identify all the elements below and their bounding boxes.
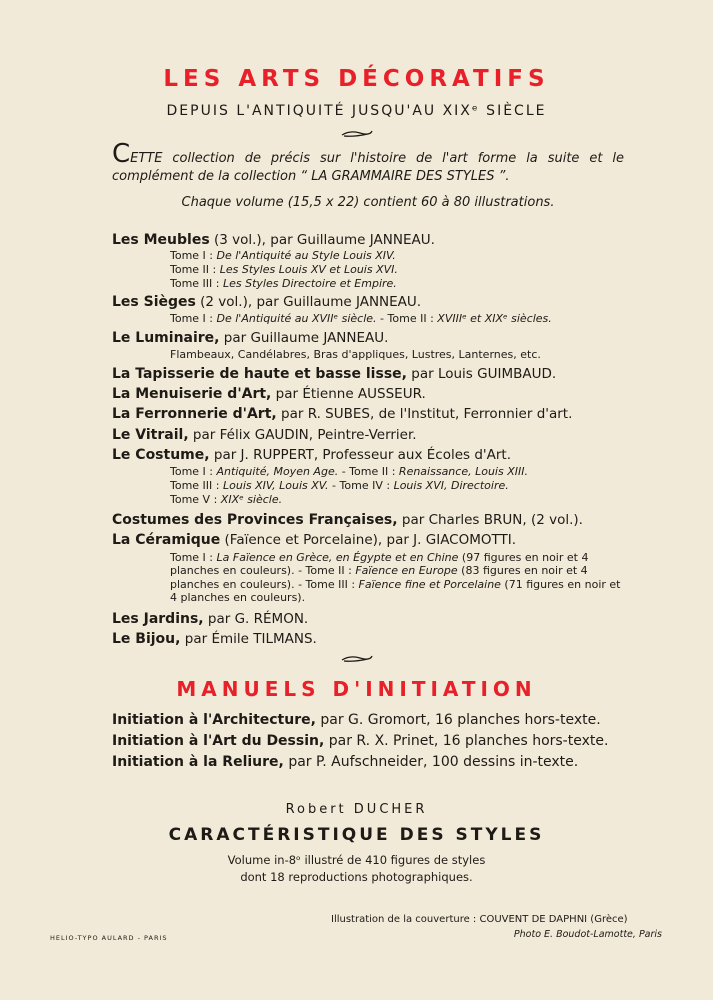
manual-item xyxy=(112,733,608,749)
entry-jardins xyxy=(112,611,308,627)
photo-credit: Photo E. Boudot-Lamotte, Paris xyxy=(513,929,662,940)
tome-label: - Tome IV : xyxy=(328,479,394,492)
tome-detail: (71 figures en noir et 4 planches en couleurs). xyxy=(170,577,621,604)
entry-meubles xyxy=(112,232,435,248)
manuels-title: MANUELS D'INITIATION xyxy=(176,677,537,701)
ducher-title: CARACTÉRISTIQUE DES STYLES xyxy=(168,825,545,845)
entry-title: La Ferronnerie d'Art, xyxy=(112,406,277,422)
ceramique-tomes xyxy=(170,551,630,604)
drop-cap: C xyxy=(112,139,131,169)
tome-title: Les Styles Directoire et Empire. xyxy=(223,277,397,290)
entry-title: Le Costume, xyxy=(112,447,210,463)
entry-sieges xyxy=(112,294,421,310)
entry-ceramique xyxy=(112,532,516,548)
manual-author: par P. Aufschneider, 100 dessins in-texte. xyxy=(283,754,579,770)
manual-item xyxy=(112,754,578,770)
tome-label: Tome V : xyxy=(170,493,221,506)
printer-credit: HELIO-TYPO AULARD - PARIS xyxy=(50,934,168,942)
tome-label: Tome III : xyxy=(170,479,223,492)
entry-title: Les Jardins, xyxy=(112,611,204,627)
tome-label: Tome II : xyxy=(170,263,220,276)
tome-label: Tome I : xyxy=(170,465,217,478)
entry-title: Le Luminaire, xyxy=(112,330,220,346)
manual-author: par R. X. Prinet, 16 planches hors-texte. xyxy=(324,733,609,749)
entry-vitrail xyxy=(112,427,417,443)
entry-author: par Étienne AUSSEUR. xyxy=(271,386,426,402)
ornament-flourish-icon xyxy=(340,128,374,138)
tome-detail: (83 figures en noir et 4 planches en couleurs). - Tome III : xyxy=(170,564,588,591)
tome-title: Faïence en Europe xyxy=(355,564,458,578)
entry-author: par Louis GUIMBAUD. xyxy=(406,366,557,382)
entry-author: par Félix GAUDIN, Peintre-Verrier. xyxy=(188,427,417,443)
tome-title: De l'Antiquité au XVIIᵉ siècle. xyxy=(216,312,377,325)
ornament-flourish-icon xyxy=(340,653,374,663)
entry-author: par J. RUPPERT, Professeur aux Écoles d'Art. xyxy=(209,447,512,463)
meubles-tome-1 xyxy=(170,249,396,262)
manual-title: Initiation à l'Art du Dessin, xyxy=(112,733,325,749)
ducher-author: Robert DUCHER xyxy=(285,802,428,817)
manual-title: Initiation à l'Architecture, xyxy=(112,712,316,728)
entry-title: Les Meubles xyxy=(112,232,210,248)
ducher-description xyxy=(0,852,713,886)
luminaire-subjects: Flambeaux, Candélabres, Bras d'appliques, Lustres, Lanternes, etc. xyxy=(170,348,541,361)
entry-bijou xyxy=(112,631,317,647)
tome-label: Tome I : xyxy=(170,312,217,325)
entry-author: par Guillaume JANNEAU. xyxy=(219,330,389,346)
tome-title: XVIIIᵉ et XIXᵉ siècles. xyxy=(437,312,552,325)
entry-title: Le Bijou, xyxy=(112,631,181,647)
entry-author: par G. RÉMON. xyxy=(203,611,309,627)
entry-luminaire xyxy=(112,330,388,346)
entry-author: (Faïence et Porcelaine), par J. GIACOMOTTI. xyxy=(220,532,517,548)
meubles-tome-2 xyxy=(170,263,398,276)
manual-title: Initiation à la Reliure, xyxy=(112,754,284,770)
tome-title: XIXᵉ siècle. xyxy=(220,493,283,506)
entry-ferronnerie xyxy=(112,406,572,422)
entry-title: Le Vitrail, xyxy=(112,427,189,443)
intro-volume-info: Chaque volume (15,5 x 22) contient 60 à 80 illustrations. xyxy=(181,195,555,210)
entry-author: (2 vol.), par Guillaume JANNEAU. xyxy=(195,294,422,310)
manual-author: par G. Gromort, 16 planches hors-texte. xyxy=(315,712,601,728)
costume-tomes-2 xyxy=(170,479,509,492)
tome-title: Faïence fine et Porcelaine xyxy=(358,577,501,591)
entry-author: par Émile TILMANS. xyxy=(180,631,317,647)
sieges-tomes xyxy=(170,312,552,325)
tome-label: - Tome II : xyxy=(376,312,438,325)
entry-provinces xyxy=(112,512,583,528)
manual-item xyxy=(112,712,601,728)
tome-title: La Faïence en Grèce, en Égypte et en Chine xyxy=(216,551,459,564)
tome-title: Renaissance, Louis XIII. xyxy=(398,465,528,478)
entry-author: (3 vol.), par Guillaume JANNEAU. xyxy=(209,232,435,248)
tome-label: - Tome II : xyxy=(338,465,399,478)
entry-author: par R. SUBES, de l'Institut, Ferronnier d'art. xyxy=(276,406,573,422)
cover-credit: Illustration de la couverture : COUVENT DE DAPHNI (Grèce) xyxy=(331,914,628,925)
entry-title: Costumes des Provinces Françaises, xyxy=(112,512,398,528)
tome-title: Louis XIV, Louis XV. xyxy=(223,479,329,492)
entry-title: La Menuiserie d'Art, xyxy=(112,386,272,402)
collection-subtitle: DEPUIS L'ANTIQUITÉ JUSQU'AU XIXᵉ SIÈCLE xyxy=(166,103,547,119)
collection-title: LES ARTS DÉCORATIFS xyxy=(163,66,550,92)
tome-title: Les Styles Louis XV et Louis XVI. xyxy=(219,263,398,276)
meubles-tome-3 xyxy=(170,277,397,290)
costume-tomes-1 xyxy=(170,465,528,478)
intro-text: ETTE collection de précis sur l'histoire de l'art forme la suite et le complément de la collection “ LA GRAMMAIRE DES STYLES ”. xyxy=(112,151,624,184)
tome-title: Louis XVI, Directoire. xyxy=(393,479,509,492)
tome-title: De l'Antiquité au Style Louis XIV. xyxy=(216,249,396,262)
tome-detail: (97 figures en noir et 4 planches en couleurs). - Tome II : xyxy=(170,551,589,578)
entry-tapisserie xyxy=(112,366,556,382)
tome-title: Antiquité, Moyen Age. xyxy=(216,465,339,478)
entry-title: Les Sièges xyxy=(112,294,196,310)
entry-menuiserie xyxy=(112,386,426,402)
tome-label: Tome I : xyxy=(170,249,217,262)
entry-title: La Tapisserie de haute et basse lisse, xyxy=(112,366,407,382)
description-line: Volume in-8ᵒ illustré de 410 figures de styles xyxy=(227,853,486,867)
tome-label: Tome I : xyxy=(170,551,217,564)
entry-author: par Charles BRUN, (2 vol.). xyxy=(397,512,583,528)
entry-costume xyxy=(112,447,511,463)
costume-tomes-3 xyxy=(170,493,282,506)
intro-paragraph xyxy=(112,139,624,186)
description-line: dont 18 reproductions photographiques. xyxy=(240,870,473,884)
tome-label: Tome III : xyxy=(170,277,223,290)
entry-title: La Céramique xyxy=(112,532,221,548)
